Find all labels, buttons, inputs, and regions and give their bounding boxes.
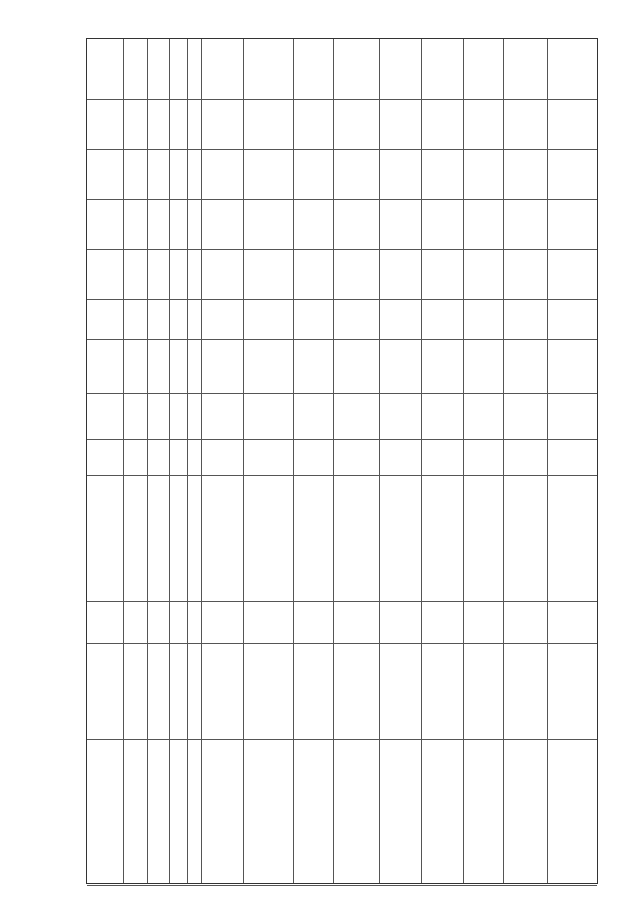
row-divider [547,39,548,883]
column-divider [87,885,597,886]
column-divider [87,643,597,644]
column-divider [87,199,597,200]
column-divider [87,339,597,340]
row-divider [379,39,380,883]
header-divider [147,39,148,883]
row-divider [463,39,464,883]
row-divider [503,39,504,883]
column-divider [87,99,597,100]
column-divider [87,439,597,440]
row-divider [243,39,244,883]
column-divider [87,249,597,250]
row-divider [293,39,294,883]
column-divider [87,601,597,602]
header-divider [201,39,202,883]
header-divider [187,39,188,883]
column-divider [87,393,597,394]
column-divider [87,149,597,150]
header-divider [123,39,124,883]
column-divider [87,475,597,476]
row-divider [421,39,422,883]
header-divider [169,39,170,883]
row-divider [333,39,334,883]
column-divider [87,739,597,740]
program-table [86,38,598,884]
column-divider [87,299,597,300]
